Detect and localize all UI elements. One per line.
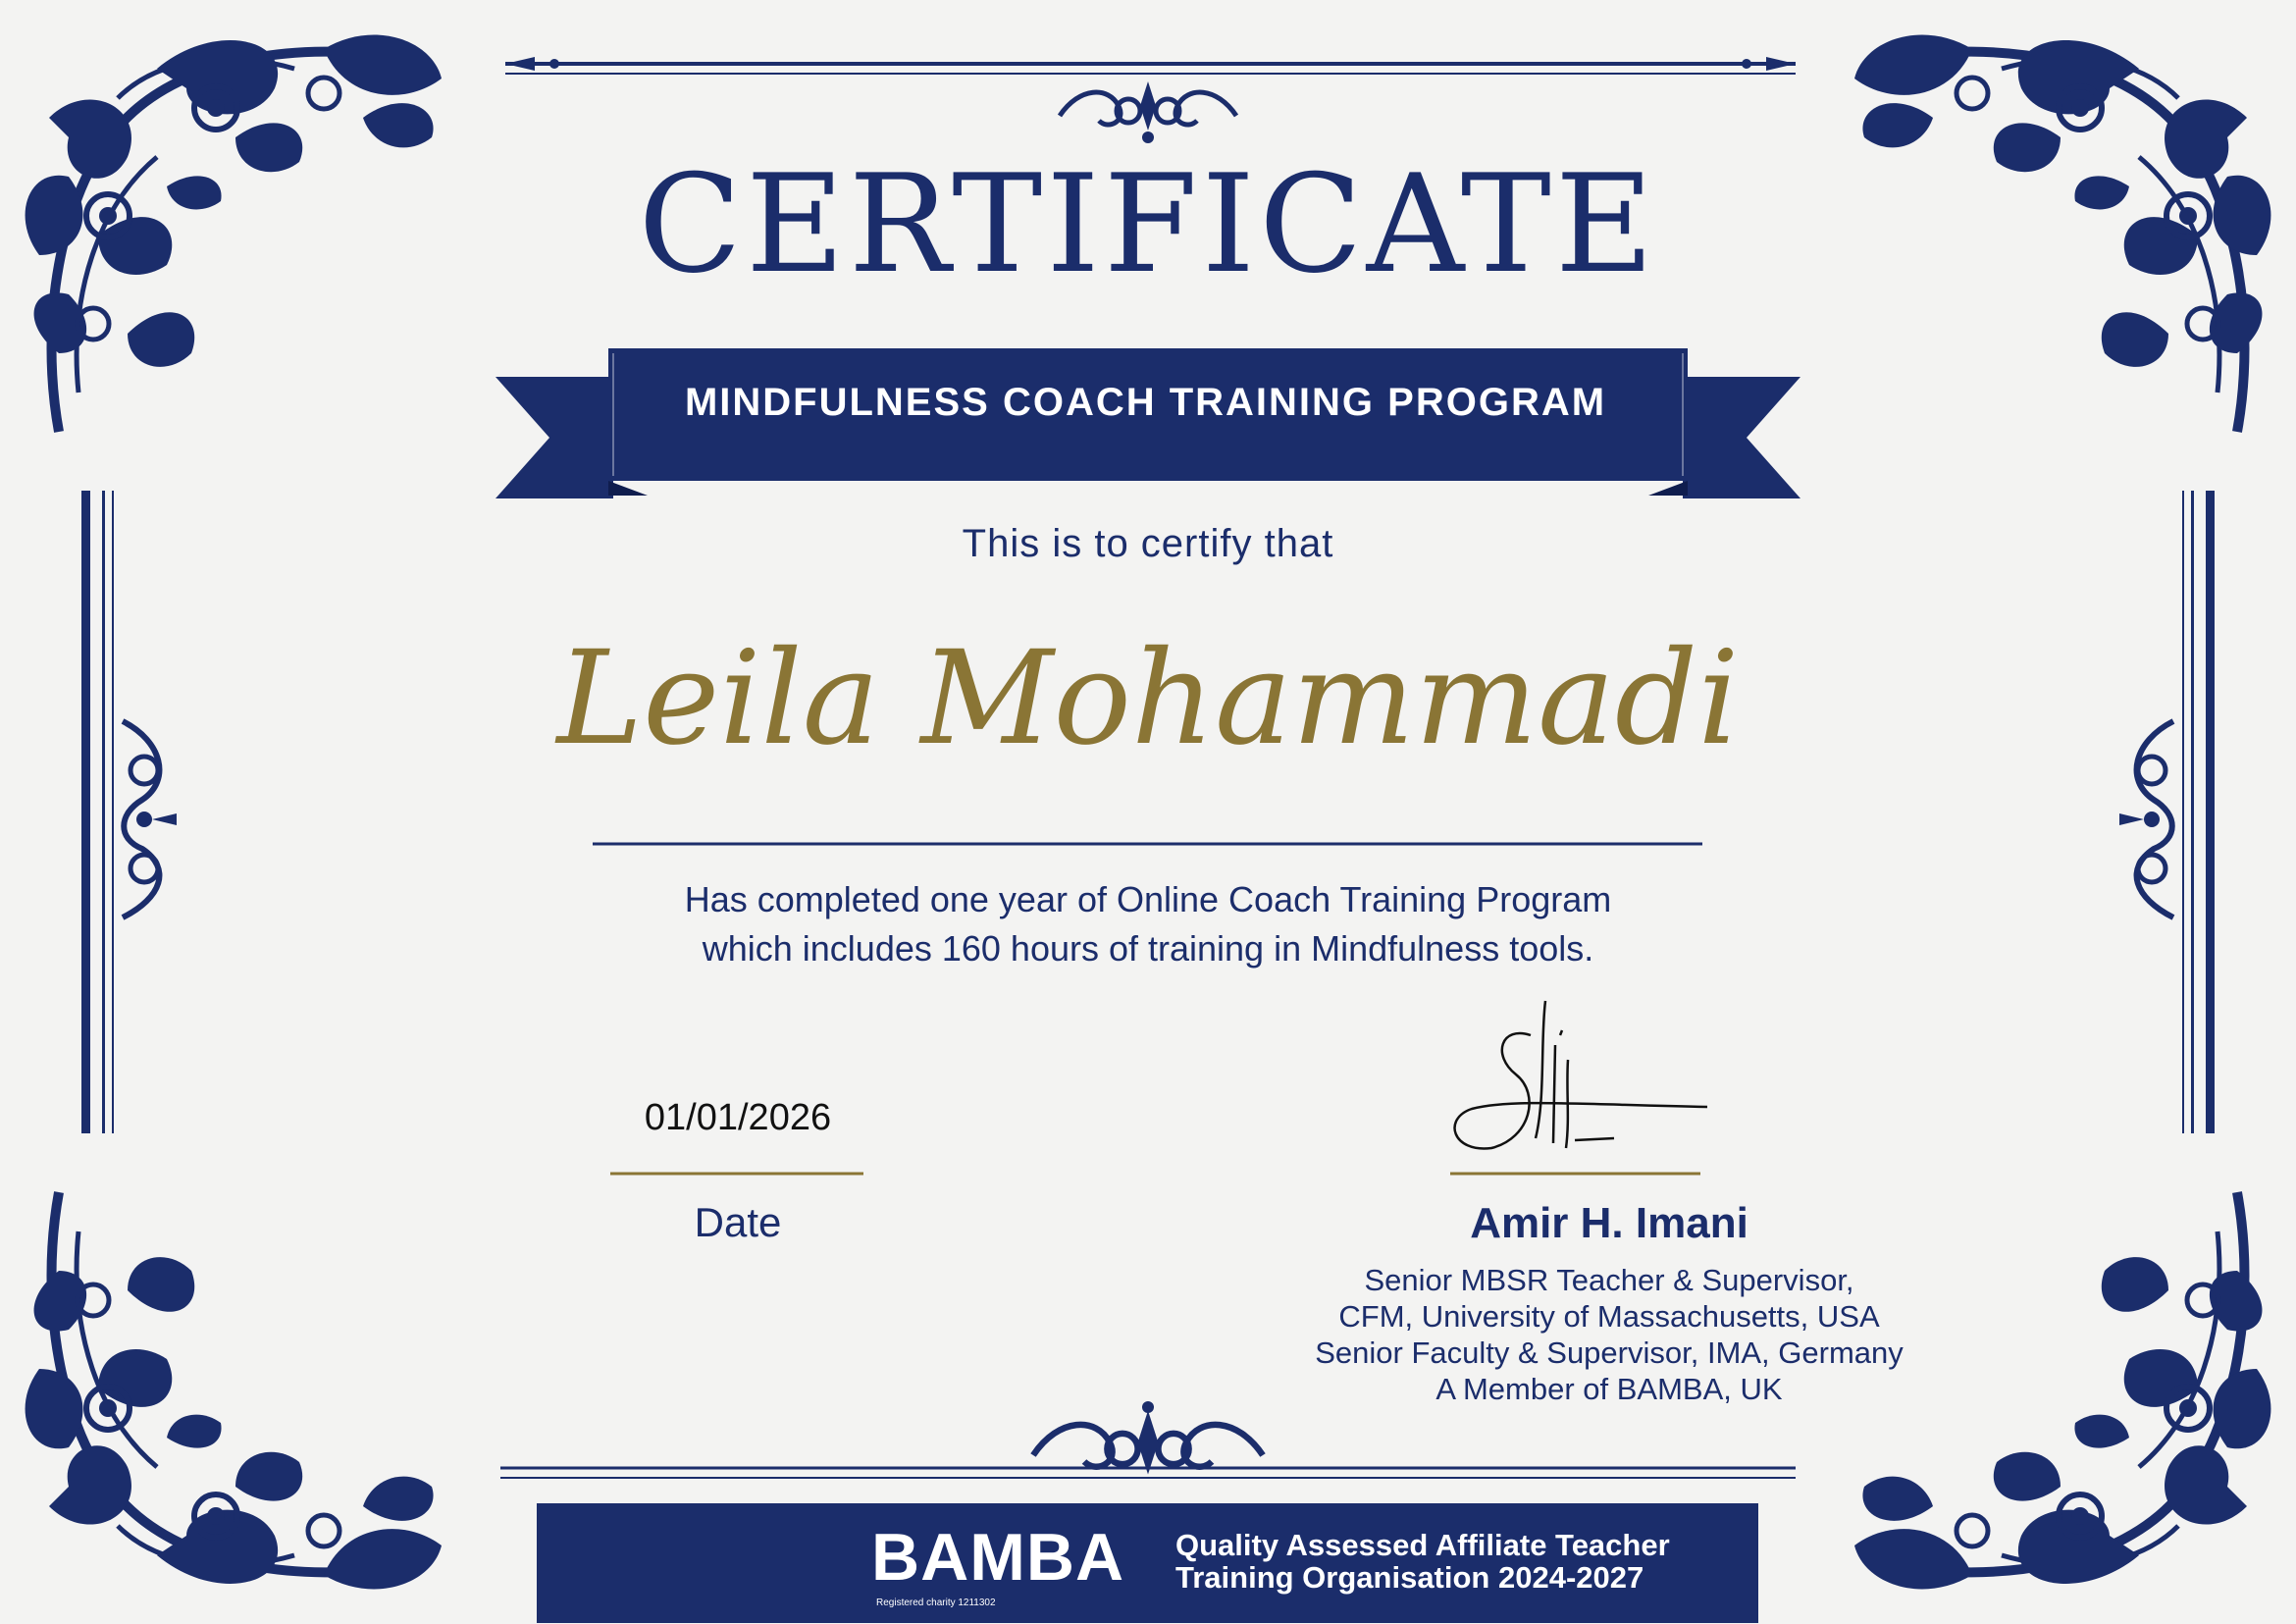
signer-credentials [1197,1262,2021,1407]
top-divider-rule [505,57,1796,74]
left-border-rules [81,491,114,1133]
description-line: Has completed one year of Online Coach Training Program [684,879,1612,919]
floral-corner-ornament [26,1192,442,1589]
right-border-rules [2182,491,2215,1133]
description-line: which includes 160 hours of training in Mindfulness tools. [702,928,1594,969]
date-label: Date [694,1199,782,1245]
bamba-logo-text: BAMBA [871,1520,1125,1595]
program-name: MINDFULNESS COACH TRAINING PROGRAM [684,381,1607,424]
credential-line: CFM, University of Massachusetts, USA [1338,1299,1880,1334]
certify-statement: This is to certify that [962,522,1334,565]
recipient-name: Leila Mohammadi [556,623,1740,774]
signature-mark [1455,1001,1707,1148]
charity-note: Registered charity 1211302 [876,1598,996,1608]
swirl-divider-ornament [1033,1411,1263,1475]
date-value: 01/01/2026 [644,1097,832,1138]
credential-line: Senior MBSR Teacher & Supervisor, [1364,1263,1854,1297]
credential-line: Senior Faculty & Supervisor, IMA, Germany [1315,1336,1904,1370]
tagline-line: Quality Assessed Affiliate Teacher [1175,1528,1670,1562]
bamba-tagline [1175,1529,1670,1594]
swirl-divider-ornament [1060,81,1236,131]
tagline-line: Training Organisation 2024-2027 [1175,1560,1644,1595]
completion-description [0,875,2296,973]
credential-line: A Member of BAMBA, UK [1435,1372,1783,1406]
certificate-title: CERTIFICATE [638,145,1658,303]
signer-name: Amir H. Imani [1470,1199,1748,1247]
